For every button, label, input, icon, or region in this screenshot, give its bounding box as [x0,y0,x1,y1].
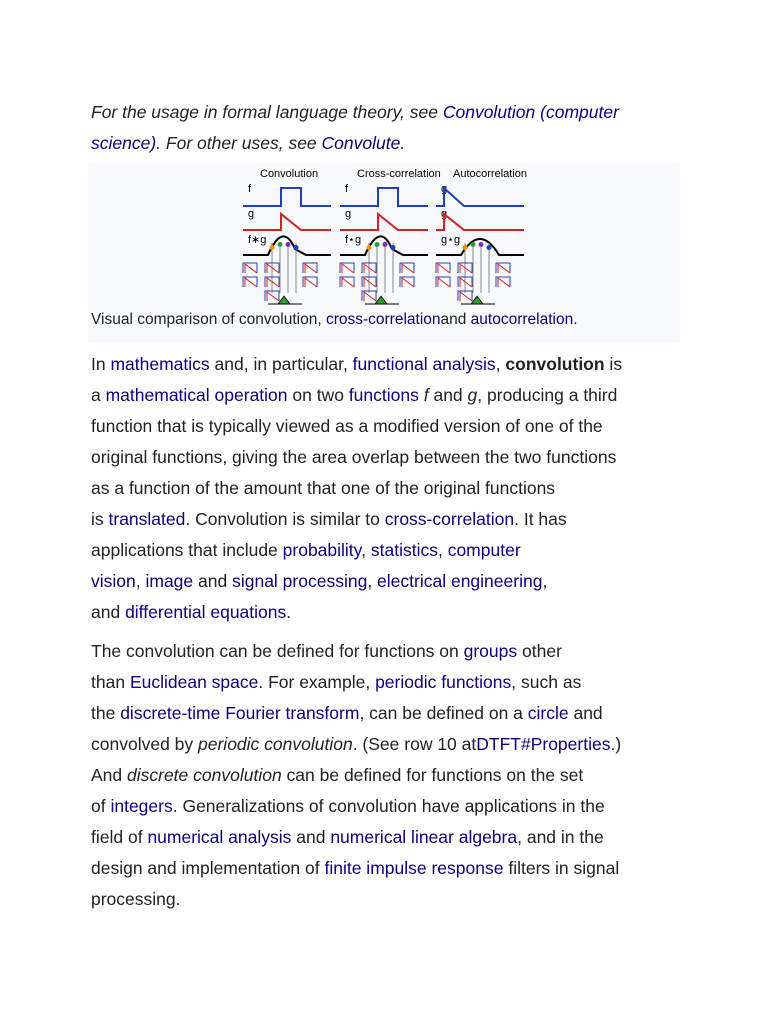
figure-slide-g [460,292,472,301]
hatnote-text: For the usage in formal language theory, see [91,102,443,122]
figure-row-label: g⋆g [441,234,461,246]
figure-row-label: g [248,208,255,220]
figure-overlap-area [375,296,387,304]
link-signal-processing[interactable]: signal processing [232,571,368,591]
link-autocorrelation-caption[interactable]: autocorrelation [470,311,574,328]
figure-row-label: g [345,208,352,220]
link-euclidean-space[interactable]: Euclidean space [129,672,259,692]
link-cross-correlation-caption[interactable]: cross-correlation [325,311,441,328]
figure-slide-g [342,278,354,287]
link-computer-vision-part1[interactable]: computer [447,540,521,560]
figure-row-label: f [248,183,252,195]
link-functional-analysis[interactable]: functional analysis [352,354,496,374]
figure-marker-dot [479,242,484,247]
link-functions[interactable]: functions [348,385,419,405]
convolution-g-curve [243,214,331,230]
figure-row-label: f∗g [248,234,267,246]
figure-marker-dot [471,242,476,247]
link-convolution-computer-science[interactable]: Convolution (computer science) [91,102,619,153]
convolution-comparison-diagram [240,163,620,308]
figure-slide-g [305,264,317,273]
figure-marker-dot [367,245,372,250]
link-integers[interactable]: integers [110,796,173,816]
figure-slide-g [245,264,257,273]
paragraph-convolution-intro: In mathematics and, in particular, functional analysis, convolution is a mathematical operation on two functions f and g, producing a third function that is typically viewed as a modified version of one of the original functions, giving the area overlap between the two functions as a function of the amount that one of the original functions is translated. Convolution is similar to cross-correlation. It has applications that include probability, statistics, computer vision, image and signal processing, electrical engineering, and differential equations. [91,354,623,622]
figure-row-label: f⋆g [345,234,362,246]
link-computer-vision-part2[interactable]: vision [91,571,136,591]
figure-slide-g [305,278,317,287]
figure-marker-dot [375,242,380,247]
link-differential-equations[interactable]: differential equations [125,602,287,622]
figure-slide-g [498,264,510,273]
figure-slide-g [460,264,472,273]
link-groups[interactable]: groups [463,641,518,661]
figure-slide-g [402,278,414,287]
figure-marker-dot [278,242,283,247]
link-dtft-properties[interactable]: DTFT#Properties [476,734,611,754]
paragraph-convolution-groups: The convolution can be defined for functions on groups other than Euclidean space. For example, periodic functions, such as the discrete-time Fourier transform, can be defined on a circle and convolved by periodic convolution. (See row 10 atDTFT#Properties.) And discrete convolution can be defined for functions on the set of integers. Generalizations of convolution have applications in the field of numerical analysis and numerical linear algebra, and in the design and implementation of finite impulse response filters in signal processing. [91,641,622,909]
figure-overlap-area [278,296,290,304]
link-periodic-functions[interactable]: periodic functions [375,672,512,692]
figure-marker-dot [463,245,468,250]
figure-marker-dot [383,242,388,247]
figure-slide-g [267,264,279,273]
link-mathematical-operation[interactable]: mathematical operation [105,385,288,405]
link-finite-impulse-response[interactable]: finite impulse response [324,858,504,878]
figure-marker-dot [294,245,299,250]
figure-slide-g [342,264,354,273]
term-convolution: convolution [505,354,605,374]
figure-overlap-area [471,296,483,304]
link-numerical-analysis[interactable]: numerical analysis [147,827,292,847]
figure-slide-g [498,278,510,287]
link-convolute[interactable]: Convolute [321,133,401,153]
figure-slide-g [402,264,414,273]
link-numerical-linear-algebra[interactable]: numerical linear algebra [330,827,518,847]
link-dtft[interactable]: discrete-time Fourier transform [120,703,360,723]
figure-slide-g [364,292,376,301]
figure-row-label: g [441,183,448,195]
figure-marker-dot [391,245,396,250]
link-mathematics[interactable]: mathematics [110,354,210,374]
convolution-f-curve [243,188,331,206]
link-statistics[interactable]: statistics [370,540,438,560]
figure-slide-g [245,278,257,287]
figure-marker-dot [286,242,291,247]
figure-slide-g [267,292,279,301]
link-translated[interactable]: translated [108,509,186,529]
link-probability[interactable]: probability [282,540,362,560]
figure-slide-g [267,278,279,287]
figure-header-2: Autocorrelation [453,168,527,180]
cross-correlation-g-curve [340,214,428,230]
figure-slide-g [438,264,450,273]
figure-slide-g [364,264,376,273]
link-circle[interactable]: circle [527,703,569,723]
figure-header-1: Cross-correlation [357,168,441,180]
figure-slide-g [438,278,450,287]
figure-marker-dot [487,245,492,250]
figure-slide-g [364,278,376,287]
figure-slide-g [460,278,472,287]
link-electrical-engineering[interactable]: electrical engineering [377,571,543,591]
figure-caption: Visual comparison of convolution, cross-correlationand autocorrelation. [91,311,578,328]
figure-row-label: g [441,208,448,220]
autocorrelation-g-curve-2 [436,214,524,230]
figure-header-0: Convolution [260,168,319,180]
link-cross-correlation[interactable]: cross-correlation [384,509,515,529]
figure-box [88,163,680,343]
figure-marker-dot [270,245,275,250]
link-image[interactable]: image [145,571,194,591]
autocorrelation-g-curve-1 [436,188,524,206]
cross-correlation-f-curve [340,188,428,206]
hatnote: For the usage in formal language theory, see Convolution (computer science). For other uses, see Convolute. [91,102,619,153]
figure-row-label: f [345,183,349,195]
